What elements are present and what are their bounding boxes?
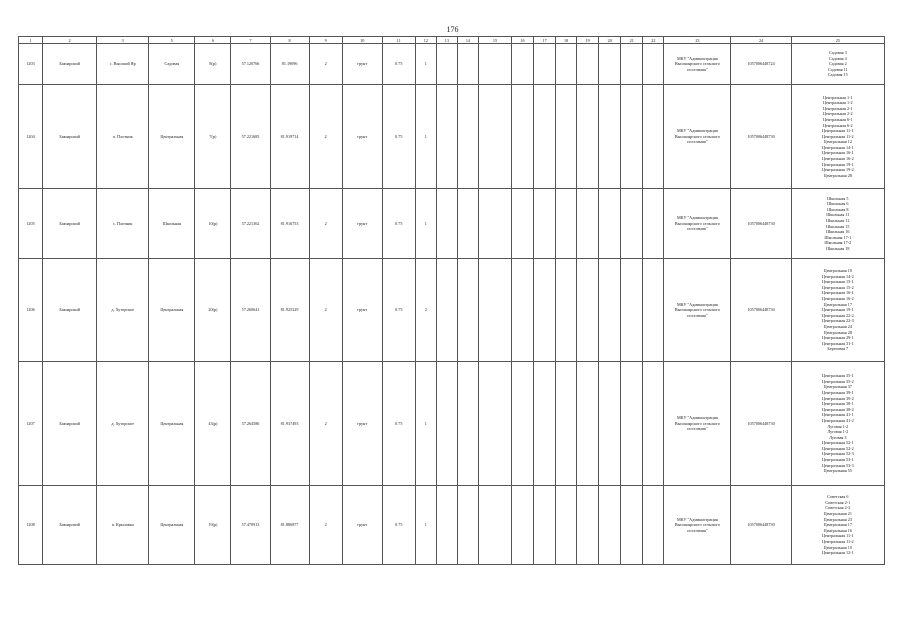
cell-lat: 57.260641 — [231, 259, 270, 362]
cell-street: Центральная — [149, 486, 195, 565]
address-item: Центральная 53-3 — [821, 462, 854, 468]
address-item: Центральная 1-2 — [822, 100, 853, 106]
cell-district: Бакчарский — [43, 259, 97, 362]
column-header: 7 — [231, 37, 270, 44]
cell-inn: 1057006448730 — [731, 85, 791, 189]
cell-settlement: д. Хуторское — [97, 362, 149, 486]
cell-empty — [621, 44, 643, 85]
cell-c8: 2 — [309, 85, 342, 189]
address-item: Школьная 15 — [826, 223, 850, 229]
cell-empty — [599, 189, 621, 259]
column-header: 2 — [43, 37, 97, 44]
cell-empty — [621, 486, 643, 565]
cell-area: 0.75 — [382, 44, 415, 85]
cell-empty — [556, 44, 577, 85]
cell-cover: грунт — [342, 189, 382, 259]
cell-empty — [512, 85, 534, 189]
column-header: 22 — [643, 37, 664, 44]
cell-house: 7(р) — [195, 85, 231, 189]
address-item: Центральная 14-1 — [821, 144, 854, 150]
address-item: Центральная 6-1 — [822, 116, 853, 122]
cell-empty — [457, 362, 478, 486]
cell-empty — [577, 85, 599, 189]
cell-street: Садовая — [149, 44, 195, 85]
cell-street: Центральная — [149, 259, 195, 362]
cell-empty — [512, 486, 534, 565]
address-item: Луговая 1-2 — [827, 429, 849, 435]
address-item: Центральная 11-1 — [822, 533, 854, 539]
cell-house: 20(р) — [195, 259, 231, 362]
address-item: Центральная 12-1 — [821, 550, 854, 556]
cell-house: 43(р) — [195, 362, 231, 486]
address-item: Центральная 19-1 — [821, 307, 854, 313]
cell-settlement: п. Крыловка — [97, 486, 149, 565]
address-item: Береговая 7 — [827, 346, 849, 352]
cell-cover: грунт — [342, 362, 382, 486]
cell-count: 2 — [415, 259, 436, 362]
address-item: Центральная 19-2 — [821, 167, 854, 173]
address-item: Центральная 37 — [823, 384, 852, 390]
cell-lon: 81.919714 — [270, 85, 309, 189]
cell-empty — [599, 486, 621, 565]
address-item: Центральная 2-1 — [822, 105, 853, 111]
cell-lon: 81.925229 — [270, 259, 309, 362]
table-row — [19, 85, 885, 189]
address-item: Центральная 52-2 — [821, 445, 854, 451]
address-item: Центральная 17 — [823, 522, 852, 528]
address-item: Центральная 15-1 — [821, 279, 854, 285]
address-item: Садовая 15 — [827, 72, 848, 78]
cell-num: 1204 — [19, 85, 43, 189]
address-item: Советская 2-3 — [825, 505, 851, 511]
cell-addresses — [791, 362, 884, 486]
cell-org: МКУ "Администрация Высокоярского сельского поселения" — [664, 486, 731, 565]
cell-num: 1205 — [19, 189, 43, 259]
column-header: 17 — [534, 37, 556, 44]
cell-district: Бакчарский — [43, 486, 97, 565]
cell-empty — [534, 189, 556, 259]
cell-lon: 81.19096 — [270, 44, 309, 85]
cell-addresses — [791, 189, 884, 259]
address-item: Центральная 52-1 — [821, 440, 854, 446]
cell-area: 0.75 — [382, 362, 415, 486]
cell-lon: 81.916753 — [270, 189, 309, 259]
address-item: Центральная 12 — [823, 139, 852, 145]
cell-empty — [599, 85, 621, 189]
address-item: Центральная 22-3 — [821, 318, 854, 324]
cell-empty — [478, 362, 511, 486]
address-item: Школьная 11 — [826, 212, 850, 218]
column-header: 3 — [97, 37, 149, 44]
table-row — [19, 189, 885, 259]
column-header: 15 — [478, 37, 511, 44]
cell-empty — [436, 486, 457, 565]
address-item: Школьная 17-2 — [824, 240, 852, 246]
cell-lon: 81.937493 — [270, 362, 309, 486]
cell-empty — [556, 85, 577, 189]
header-row — [19, 37, 885, 44]
cell-empty — [436, 189, 457, 259]
column-header: 10 — [342, 37, 382, 44]
address-item: Садовая 11 — [827, 66, 848, 72]
cell-street: Центральная — [149, 85, 195, 189]
cell-num: 1208 — [19, 486, 43, 565]
address-item: Центральная 16-2 — [821, 296, 854, 302]
cell-empty — [621, 85, 643, 189]
column-header: 11 — [382, 37, 415, 44]
address-item: Школьная 18 — [826, 245, 850, 251]
address-item: Центральная 24 — [823, 323, 852, 329]
cell-street: Центральная — [149, 362, 195, 486]
address-item: Центральная 52-3 — [821, 451, 854, 457]
cell-count: 1 — [415, 362, 436, 486]
cell-settlement: д. Хуторское — [97, 259, 149, 362]
column-header: 19 — [577, 37, 599, 44]
address-item: Центральная 35-1 — [821, 373, 854, 379]
cell-num: 1203 — [19, 44, 43, 85]
cell-c8: 2 — [309, 189, 342, 259]
address-item: Центральная 15-2 — [821, 284, 854, 290]
address-item: Луговая 1-2 — [827, 423, 849, 429]
address-item: Центральная 53-1 — [821, 457, 854, 463]
cell-empty — [556, 189, 577, 259]
column-header: 21 — [621, 37, 643, 44]
cell-house: 8(р) — [195, 44, 231, 85]
cell-empty — [457, 44, 478, 85]
cell-empty — [577, 44, 599, 85]
cell-empty — [534, 362, 556, 486]
address-item: Центральная 14-2 — [821, 273, 854, 279]
address-item: Центральная 28 — [823, 329, 852, 335]
address-item: Центральная 16-2 — [821, 156, 854, 162]
address-item: Центральная 11-2 — [822, 133, 854, 139]
address-item: Центральная 11-1 — [822, 128, 854, 134]
address-item: Центральная 41-2 — [821, 417, 854, 423]
column-header: 1 — [19, 37, 43, 44]
address-item: Центральная 23 — [823, 516, 852, 522]
address-item: Центральная 55 — [823, 468, 852, 474]
cell-area: 0.75 — [382, 486, 415, 565]
cell-lat: 57.470913 — [231, 486, 270, 565]
cell-empty — [556, 486, 577, 565]
cell-addresses — [791, 486, 884, 565]
cell-empty — [436, 85, 457, 189]
address-item: Школьная 5 — [827, 195, 849, 201]
cell-empty — [643, 189, 664, 259]
cell-empty — [621, 259, 643, 362]
cell-empty — [534, 486, 556, 565]
column-header: 13 — [436, 37, 457, 44]
column-header: 9 — [309, 37, 342, 44]
cell-empty — [621, 362, 643, 486]
cell-addresses — [791, 85, 884, 189]
address-item: Школьная 8 — [827, 206, 849, 212]
cell-empty — [577, 486, 599, 565]
cell-empty — [643, 85, 664, 189]
column-header: 20 — [599, 37, 621, 44]
cell-settlement: п. Плотник — [97, 85, 149, 189]
cell-cover: грунт — [342, 486, 382, 565]
cell-addresses — [791, 259, 884, 362]
cell-empty — [556, 259, 577, 362]
address-item: Центральная 35-2 — [821, 378, 854, 384]
address-item: Центральная 1-1 — [822, 94, 853, 100]
address-item: Центральная 22-2 — [821, 312, 854, 318]
cell-inn: 1057006448730 — [731, 486, 791, 565]
address-item: Центральная 10 — [823, 544, 852, 550]
address-item: Центральная 31-1 — [821, 340, 854, 346]
column-header: 12 — [415, 37, 436, 44]
cell-addresses — [791, 44, 884, 85]
cell-empty — [643, 486, 664, 565]
cell-c8: 2 — [309, 362, 342, 486]
column-header: 18 — [556, 37, 577, 44]
address-item: Центральная 39-2 — [821, 395, 854, 401]
address-item: Советская 2-1 — [825, 499, 851, 505]
address-item: Центральная 16-1 — [821, 290, 854, 296]
cell-lat: 57.221685 — [231, 85, 270, 189]
address-item: Школьная 17-1 — [824, 234, 852, 240]
cell-org: МКУ "Администрация Высокоярского сельского поселения" — [664, 362, 731, 486]
column-header: 24 — [731, 37, 791, 44]
cell-empty — [577, 362, 599, 486]
cell-empty — [436, 362, 457, 486]
address-item: Центральная 29-1 — [821, 335, 854, 341]
cell-count: 1 — [415, 85, 436, 189]
address-item: Центральная 11-2 — [822, 538, 854, 544]
cell-empty — [512, 44, 534, 85]
cell-empty — [621, 189, 643, 259]
cell-org: МКУ "Администрация Высокоярского сельского поселения" — [664, 189, 731, 259]
cell-c8: 2 — [309, 259, 342, 362]
cell-inn: 1057006448730 — [731, 189, 791, 259]
cell-empty — [534, 85, 556, 189]
cell-empty — [534, 259, 556, 362]
address-item: Центральная 39-1 — [821, 389, 854, 395]
cell-inn: 1057006448730 — [731, 362, 791, 486]
cell-empty — [577, 189, 599, 259]
address-item: Садовая 3 — [828, 50, 847, 56]
cell-empty — [478, 189, 511, 259]
cell-count: 1 — [415, 486, 436, 565]
address-item: Садовая 2 — [828, 61, 847, 67]
address-item: Центральная 28 — [823, 172, 852, 178]
cell-district: Бакчарский — [43, 44, 97, 85]
cell-district: Бакчарский — [43, 85, 97, 189]
address-item: Школьная 12 — [826, 217, 850, 223]
cell-cover: грунт — [342, 259, 382, 362]
table-row — [19, 486, 885, 565]
table-row — [19, 259, 885, 362]
cell-empty — [478, 259, 511, 362]
cell-c8: 2 — [309, 44, 342, 85]
cell-house: 19(р) — [195, 486, 231, 565]
address-item: Центральная 17 — [823, 301, 852, 307]
cell-c8: 2 — [309, 486, 342, 565]
column-header: 6 — [195, 37, 231, 44]
address-item: Луговая 3 — [829, 434, 847, 440]
cell-empty — [457, 189, 478, 259]
address-item: Центральная 21 — [823, 511, 852, 517]
column-header: 25 — [791, 37, 884, 44]
address-item: Центральная 16-1 — [821, 150, 854, 156]
cell-lat: 57.264586 — [231, 362, 270, 486]
cell-settlement: с. Плотник — [97, 189, 149, 259]
cell-empty — [457, 85, 478, 189]
cell-house: 10(р) — [195, 189, 231, 259]
register-table — [18, 36, 885, 565]
address-item: Школьная 6 — [827, 201, 849, 207]
cell-org: МКУ "Администрация Высокоярского сельского поселения" — [664, 44, 731, 85]
cell-area: 0.75 — [382, 85, 415, 189]
address-item: Центральная 10 — [823, 268, 852, 274]
cell-empty — [643, 44, 664, 85]
cell-district: Бакчарский — [43, 362, 97, 486]
cell-empty — [512, 362, 534, 486]
cell-empty — [457, 486, 478, 565]
cell-lat: 57.120766 — [231, 44, 270, 85]
cell-area: 0.75 — [382, 259, 415, 362]
column-header: 5 — [149, 37, 195, 44]
cell-empty — [478, 85, 511, 189]
cell-district: Бакчарский — [43, 189, 97, 259]
cell-count: 1 — [415, 44, 436, 85]
address-item: Центральная 19-1 — [821, 161, 854, 167]
cell-empty — [457, 259, 478, 362]
table-row — [19, 362, 885, 486]
cell-lat: 57.221362 — [231, 189, 270, 259]
cell-empty — [599, 259, 621, 362]
cell-cover: грунт — [342, 44, 382, 85]
address-item: Центральная 38-2 — [821, 406, 854, 412]
cell-inn: 1057006448724 — [731, 44, 791, 85]
address-item: Центральная 41-1 — [821, 412, 854, 418]
cell-num: 1207 — [19, 362, 43, 486]
cell-empty — [643, 259, 664, 362]
cell-num: 1206 — [19, 259, 43, 362]
cell-org: МКУ "Администрация Высокоярского сельского поселения" — [664, 85, 731, 189]
cell-count: 1 — [415, 189, 436, 259]
cell-empty — [534, 44, 556, 85]
cell-empty — [512, 259, 534, 362]
column-header: 16 — [512, 37, 534, 44]
address-item: Центральная 16 — [823, 527, 852, 533]
cell-empty — [556, 362, 577, 486]
cell-inn: 1057006448730 — [731, 259, 791, 362]
cell-empty — [478, 44, 511, 85]
cell-empty — [478, 486, 511, 565]
column-header: 14 — [457, 37, 478, 44]
cell-street: Школьная — [149, 189, 195, 259]
address-item: Школьная 16 — [826, 229, 850, 235]
cell-empty — [577, 259, 599, 362]
cell-org: МКУ "Администрация Высокоярского сельского поселения" — [664, 259, 731, 362]
address-item: Садовая 4 — [828, 55, 847, 61]
address-item: Центральная 6-2 — [822, 122, 853, 128]
cell-cover: грунт — [342, 85, 382, 189]
table-row — [19, 44, 885, 85]
page-number: 176 — [446, 25, 459, 34]
column-header: 23 — [664, 37, 731, 44]
cell-empty — [512, 189, 534, 259]
address-item: Центральная 2-2 — [822, 111, 853, 117]
cell-empty — [599, 44, 621, 85]
cell-empty — [599, 362, 621, 486]
cell-settlement: с. Высокий Яр — [97, 44, 149, 85]
cell-area: 0.75 — [382, 189, 415, 259]
cell-lon: 81.886877 — [270, 486, 309, 565]
address-item: Центральная 38-1 — [821, 401, 854, 407]
cell-empty — [436, 44, 457, 85]
cell-empty — [436, 259, 457, 362]
cell-empty — [643, 362, 664, 486]
address-item: Советская 6 — [827, 494, 849, 500]
column-header: 8 — [270, 37, 309, 44]
